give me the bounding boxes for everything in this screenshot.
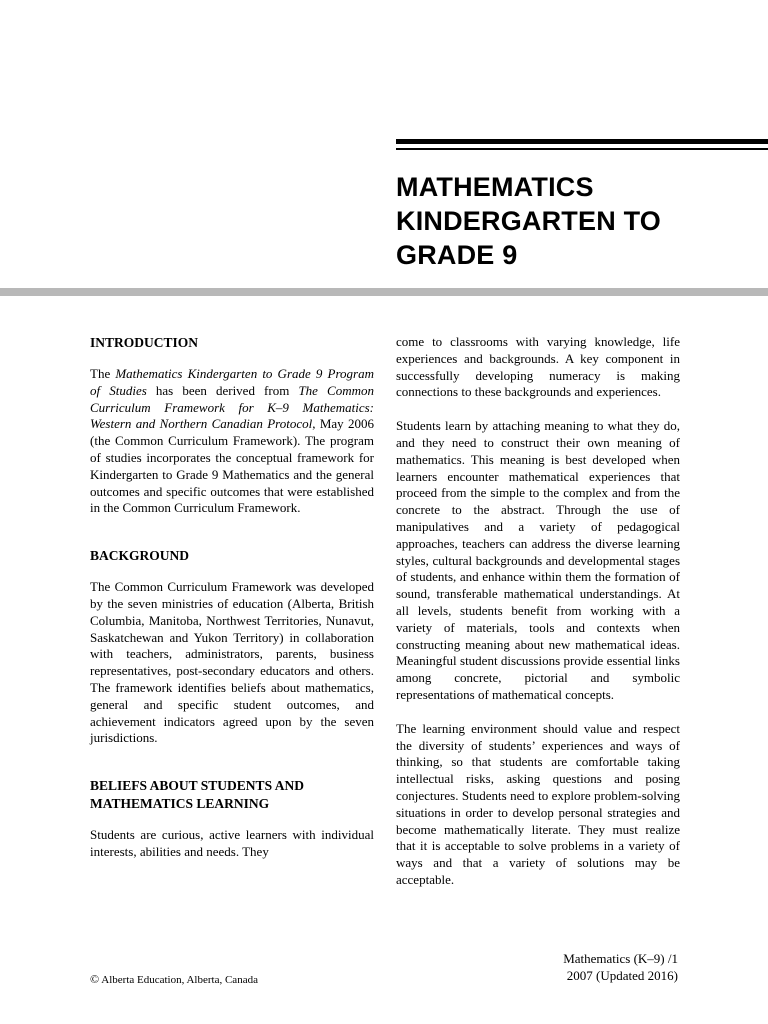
copyright-text: Alberta Education, Alberta, Canada [99, 974, 258, 986]
page-title-line-3: GRADE 9 [396, 240, 518, 270]
page-title [396, 170, 756, 272]
background-heading: BACKGROUND [90, 548, 190, 564]
left-column [90, 334, 374, 861]
introduction-text-3: , May 2006 (the Common Curriculum Framework). The program of studies incorporates the conceptual framework for Kindergarten to Grade 9 Mathematics and the general outcomes and specific outcomes that were established in the Common Curriculum Framework. [90, 416, 374, 516]
beliefs-heading-line-1: BELIEFS ABOUT STUDENTS AND [90, 778, 304, 794]
beliefs-paragraph-2: Students learn by attaching meaning to what they do, and they need to construct their own meaning of mathematics. This meaning is best developed when learners encounter mathematical experiences that proceed from the simple to the complex and from the concrete to the abstract. Through the use of manipulatives and a variety of pedagogical approaches, teachers can address the diverse learning styles, cultural backgrounds and developmental stages of students, and enhance within them the formation of sound, transferable mathematical understandings. At all levels, students benefit from working with a variety of materials, tools and contexts when constructing meaning about new mathematical ideas. Meaningful student discussions provide essential links among concrete, pictorial and symbolic representations of mathematical concepts. [396, 418, 680, 702]
right-column [396, 334, 680, 889]
page-footer-reference [500, 950, 678, 984]
program-of-studies-title: Mathematics Kindergarten to Grade 9 Program of Studies [90, 366, 374, 398]
copyright-notice [90, 972, 258, 987]
introduction-text-2: has been derived from [146, 382, 299, 398]
beliefs-paragraph-3: The learning environment should value and respect the diversity of students’ experiences and ways of thinking, so that students are comfortable taking intellectual risks, asking questions and posing conjectures. Students need to explore problem-solving situations in order to develop personal strategies and become mathematically literate. They must realize that it is acceptable to solve problems in a variety of ways and that a variety of solutions may be acceptable. [396, 720, 680, 887]
background-paragraph: The Common Curriculum Framework was developed by the seven ministries of education (Alberta, British Columbia, Manitoba, Northwest Territories, Nunavut, Saskatchewan and Yukon Territory) in collaboration with teachers, administrators, parents, business representatives, post-secondary educators and others. The framework identifies beliefs about mathematics, general and specific student outcomes, and achievement indicators agreed upon by the seven jurisdictions. [90, 579, 374, 746]
introduction-paragraph [90, 366, 374, 517]
title-rule-thin [396, 148, 768, 150]
beliefs-paragraph-1-start: Students are curious, active learners with individual interests, abilities and needs. They [90, 827, 374, 859]
introduction-text-1: The [90, 366, 116, 381]
page-title-line-1: MATHEMATICS [396, 172, 594, 202]
section-divider-band [0, 288, 768, 296]
copyright-icon: © [90, 972, 100, 986]
page-number: Mathematics (K–9) /1 [563, 951, 678, 966]
publication-date: 2007 (Updated 2016) [566, 968, 678, 983]
framework-title: The Common Curriculum Framework for K–9 Mathematics: Western and Northern Canadian Protocol [90, 382, 374, 432]
beliefs-paragraph-1-continued: come to classrooms with varying knowledge, life experiences and backgrounds. A key component in successfully developing numeracy is making connections to these backgrounds and experiences. [396, 334, 680, 400]
page-title-line-2: KINDERGARTEN TO [396, 206, 662, 236]
introduction-heading: INTRODUCTION [90, 335, 199, 350]
beliefs-heading [90, 777, 374, 813]
beliefs-heading-line-2: MATHEMATICS LEARNING [90, 796, 270, 812]
title-rule-thick [396, 139, 768, 144]
